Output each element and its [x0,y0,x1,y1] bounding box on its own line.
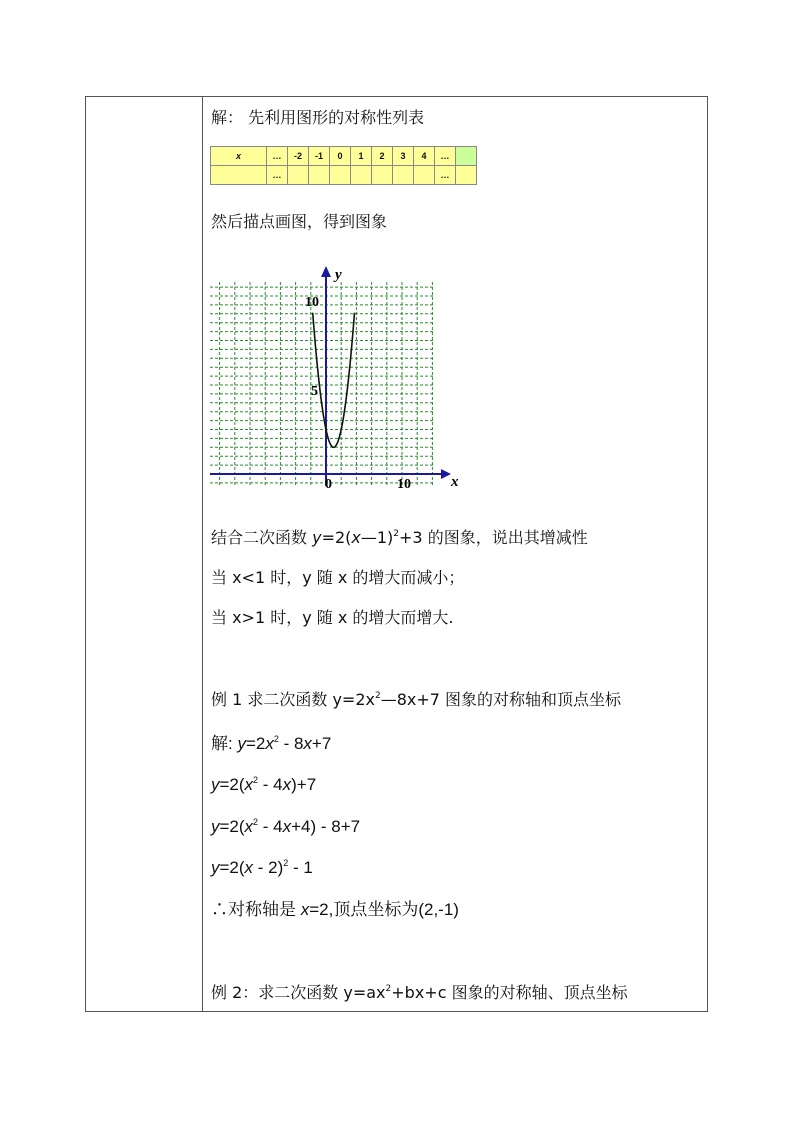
grid [210,282,434,486]
y-tick-label: 5 [311,384,318,399]
table-cell [393,166,414,185]
table-cell: … [267,166,288,185]
table-cell: 3 [393,147,414,166]
parabola-graph [205,262,467,496]
table-frame [85,96,708,1012]
table-cell: 0 [330,147,351,166]
table-cell [211,166,267,185]
table-cell [456,147,477,166]
value-table [210,146,477,185]
monotonic-question: 结合二次函数 y=2(x—1)$^2$+3 的图象，说出其增减性 [211,528,588,547]
x-tick-label: 10 [397,477,411,492]
table-cell [414,166,435,185]
table-row [211,166,477,185]
table-cell [351,166,372,185]
table-cell: -1 [309,147,330,166]
table-cell [288,166,309,185]
table-cell: -2 [288,147,309,166]
table-cell: … [435,147,456,166]
table-cell: 2 [372,147,393,166]
solution-step-3: $y=2(x^2 - 4x+4) - 8+7$ [211,817,361,836]
solution-step-2: $y=2(x^2 - 4x)+7$ [211,775,317,794]
y-tick-label: 10 [305,295,319,310]
solution-step-4: y=2(x - 2)$^2$ - 1 [211,858,313,877]
example1-title: 例 1 求二次函数 $y=2x^2—8x+7$ 图象的对称轴和顶点坐标 [211,690,622,709]
table-cell [456,166,477,185]
table-cell: x [211,147,267,166]
plot-instruction: 然后描点画图，得到图象 [211,212,388,231]
x-axis-arrow [441,469,451,479]
table-cell [372,166,393,185]
solution-step-1: 解: $y=2x^2 - 8x+7$ [211,734,332,753]
solution-conclusion: ∴对称轴是 x=2,顶点坐标为(2,-1) [211,900,459,919]
parabola-curve [313,313,355,448]
solution-intro: 解： 先利用图形的对称性列表 [211,108,425,127]
table-cell [309,166,330,185]
increasing-statement: 当 x>1 时，y 随 x 的增大而增大. [211,608,454,627]
table-cell [330,166,351,185]
column-divider [202,96,203,1012]
table-cell: … [435,166,456,185]
table-row [211,147,477,166]
decreasing-statement: 当 x<1 时，y 随 x 的增大而减小； [211,568,465,587]
origin-label: 0 [325,477,332,492]
table-cell: 4 [414,147,435,166]
y-axis-label: y [335,267,342,283]
example2-title: 例 2：求二次函数 $y=ax^2+bx+c$ 图象的对称轴、顶点坐标 [211,983,628,1002]
x-axis-label: x [451,474,459,490]
table-cell: … [267,147,288,166]
table-cell: 1 [351,147,372,166]
y-axis-arrow [321,266,331,277]
